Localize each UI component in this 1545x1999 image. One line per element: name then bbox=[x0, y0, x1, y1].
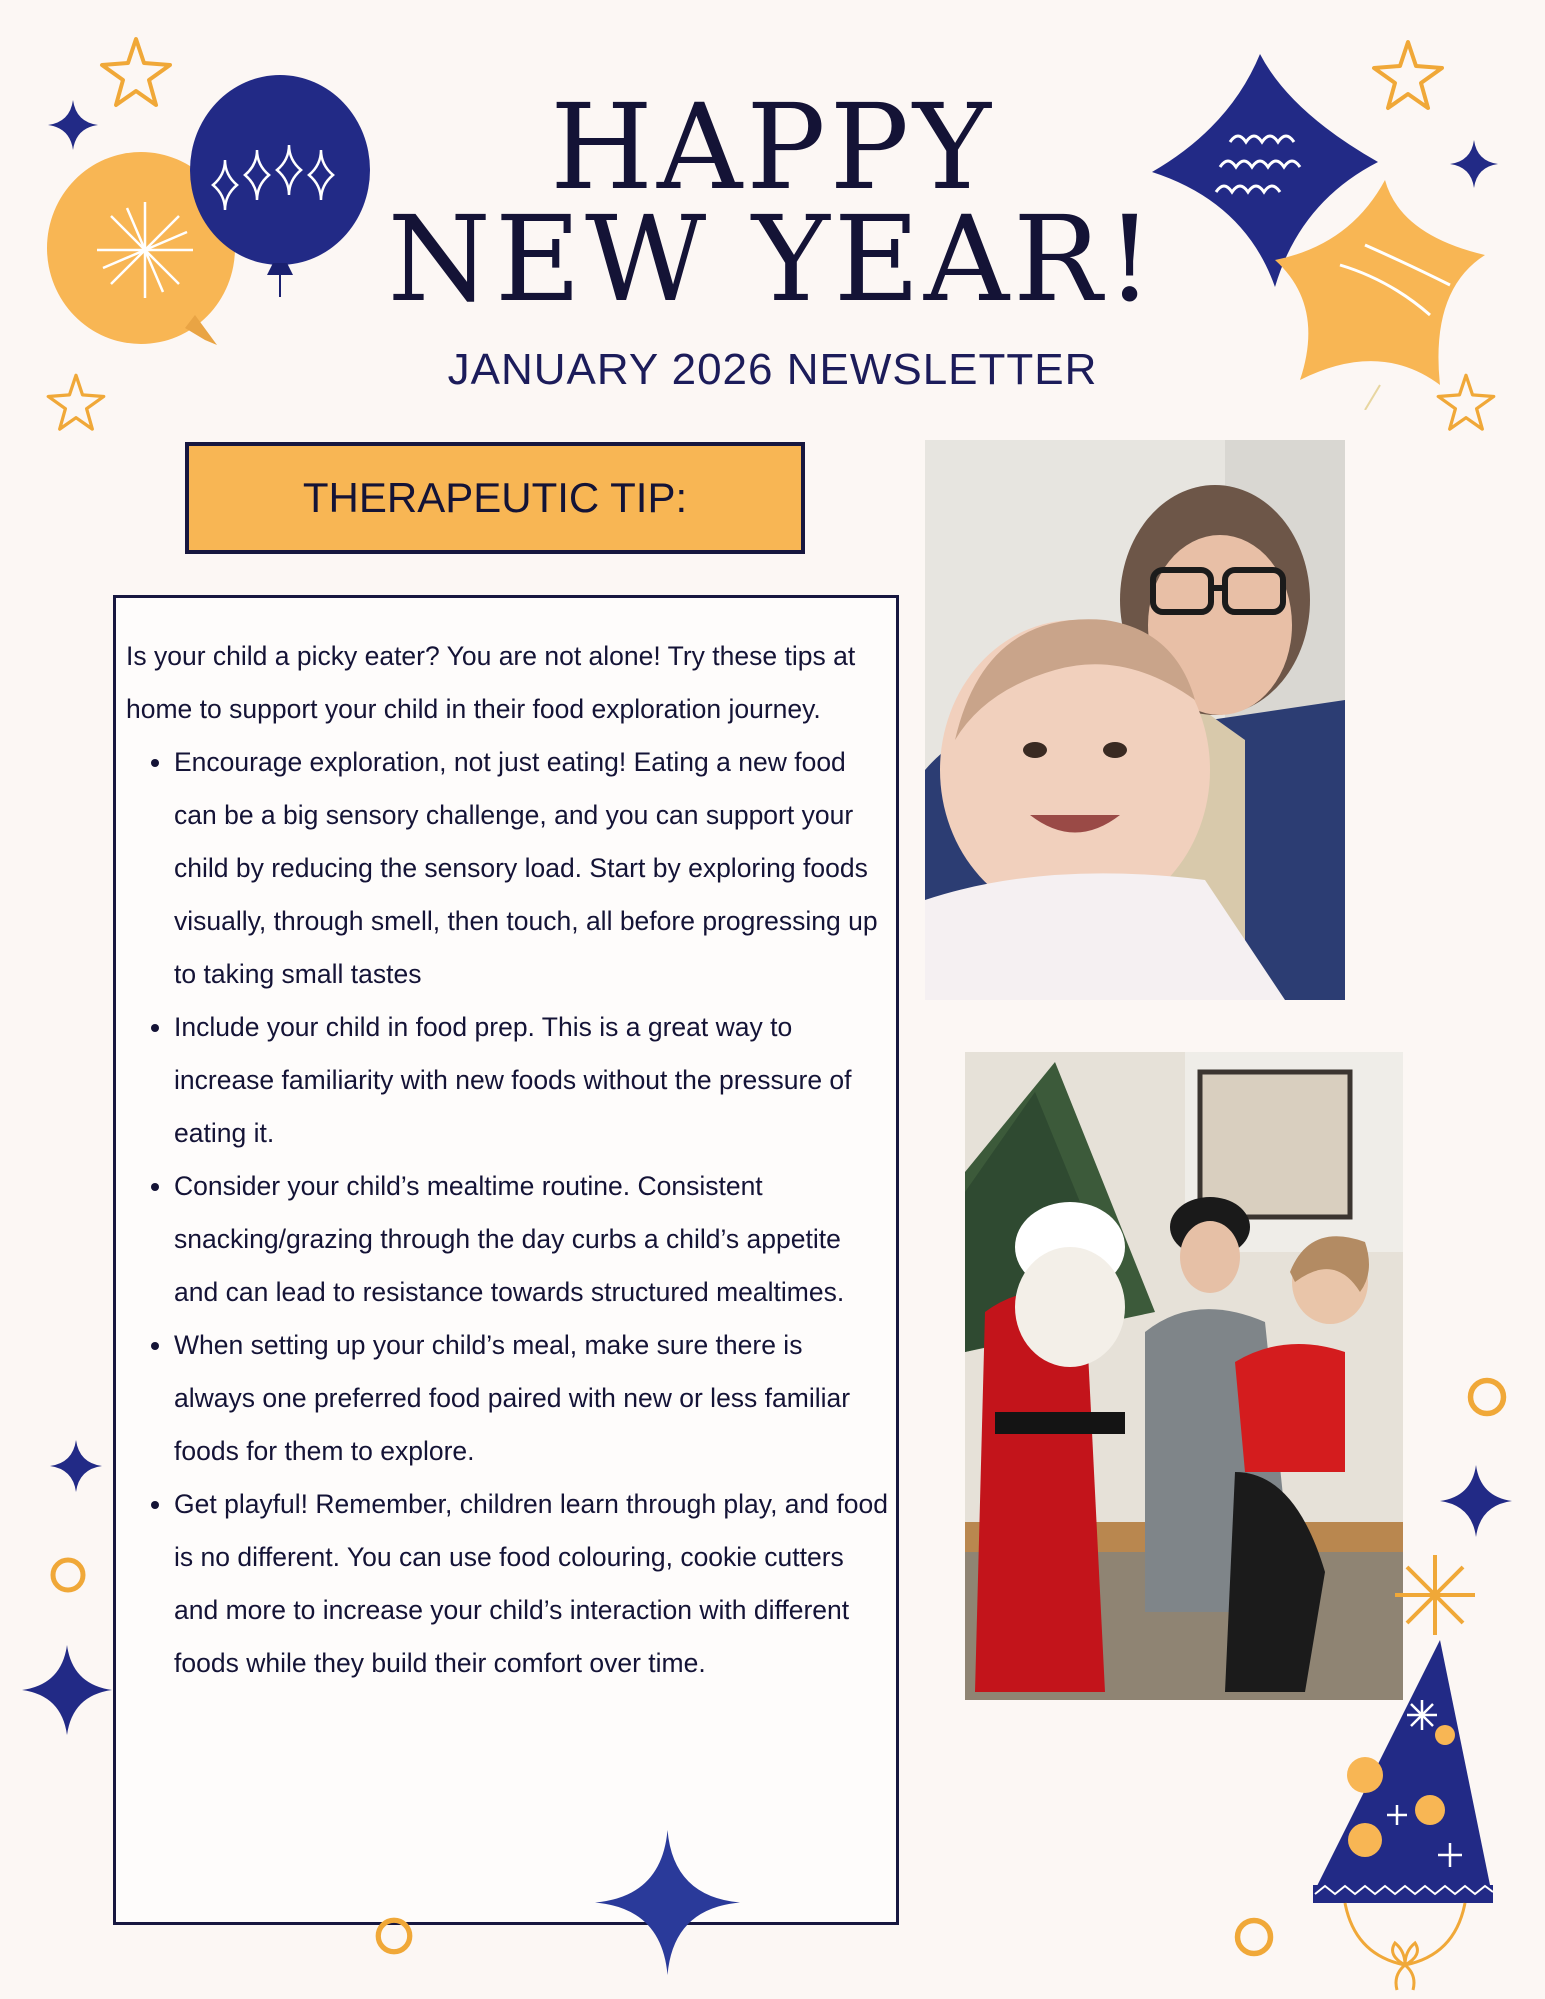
ring-icon bbox=[1465, 1375, 1509, 1419]
newsletter-subtitle: JANUARY 2026 NEWSLETTER bbox=[447, 345, 1098, 394]
photo-mom-baby bbox=[925, 440, 1345, 1000]
tips-list bbox=[126, 736, 888, 1690]
tip-heading: THERAPEUTIC TIP: bbox=[302, 474, 688, 521]
therapeutic-tip-banner bbox=[185, 442, 805, 554]
ring-icon bbox=[1232, 1915, 1276, 1959]
list-item: • Get playful! Remember, children learn through play, and food is no different. You can use food colouring, cookie cutters and more to increase your child’s interaction with different foods while they build their comfort over time. bbox=[174, 1478, 888, 1690]
list-item: • Encourage exploration, not just eating! Eating a new food can be a big sensory challenge, and you can support your child by reducing the sensory load. Start by exploring foods visually, through smell, then touch, all before progressing up to taking small tastes bbox=[174, 736, 888, 1001]
page-title-line2: NEW YEAR! bbox=[387, 190, 1158, 328]
tip-intro: Is your child a picky eater? You are not alone! Try these tips at home to support your child in their food exploration journey. bbox=[126, 641, 856, 724]
page-title-line1: HAPPY bbox=[550, 78, 995, 216]
list-item: • Consider your child’s mealtime routine. Consistent snacking/grazing through the day curbs a child’s appetite and can lead to resistance towards structured mealtimes. bbox=[174, 1160, 888, 1319]
ring-icon bbox=[48, 1555, 88, 1595]
sparkle-icon bbox=[22, 1645, 112, 1735]
list-item: • When setting up your child’s meal, make sure there is always one preferred food paired with new or less familiar foods for them to explore. bbox=[174, 1319, 888, 1478]
sparkle-icon bbox=[1440, 1465, 1512, 1537]
list-item: • Include your child in food prep. This is a great way to increase familiarity with new foods without the pressure of eating it. bbox=[174, 1001, 888, 1160]
sparkle-icon bbox=[50, 1440, 102, 1492]
sparkle-icon bbox=[595, 1830, 740, 1975]
party-hat-icon bbox=[1305, 1545, 1495, 1995]
tip-content-box bbox=[113, 595, 899, 1925]
ring-icon bbox=[373, 1915, 415, 1957]
